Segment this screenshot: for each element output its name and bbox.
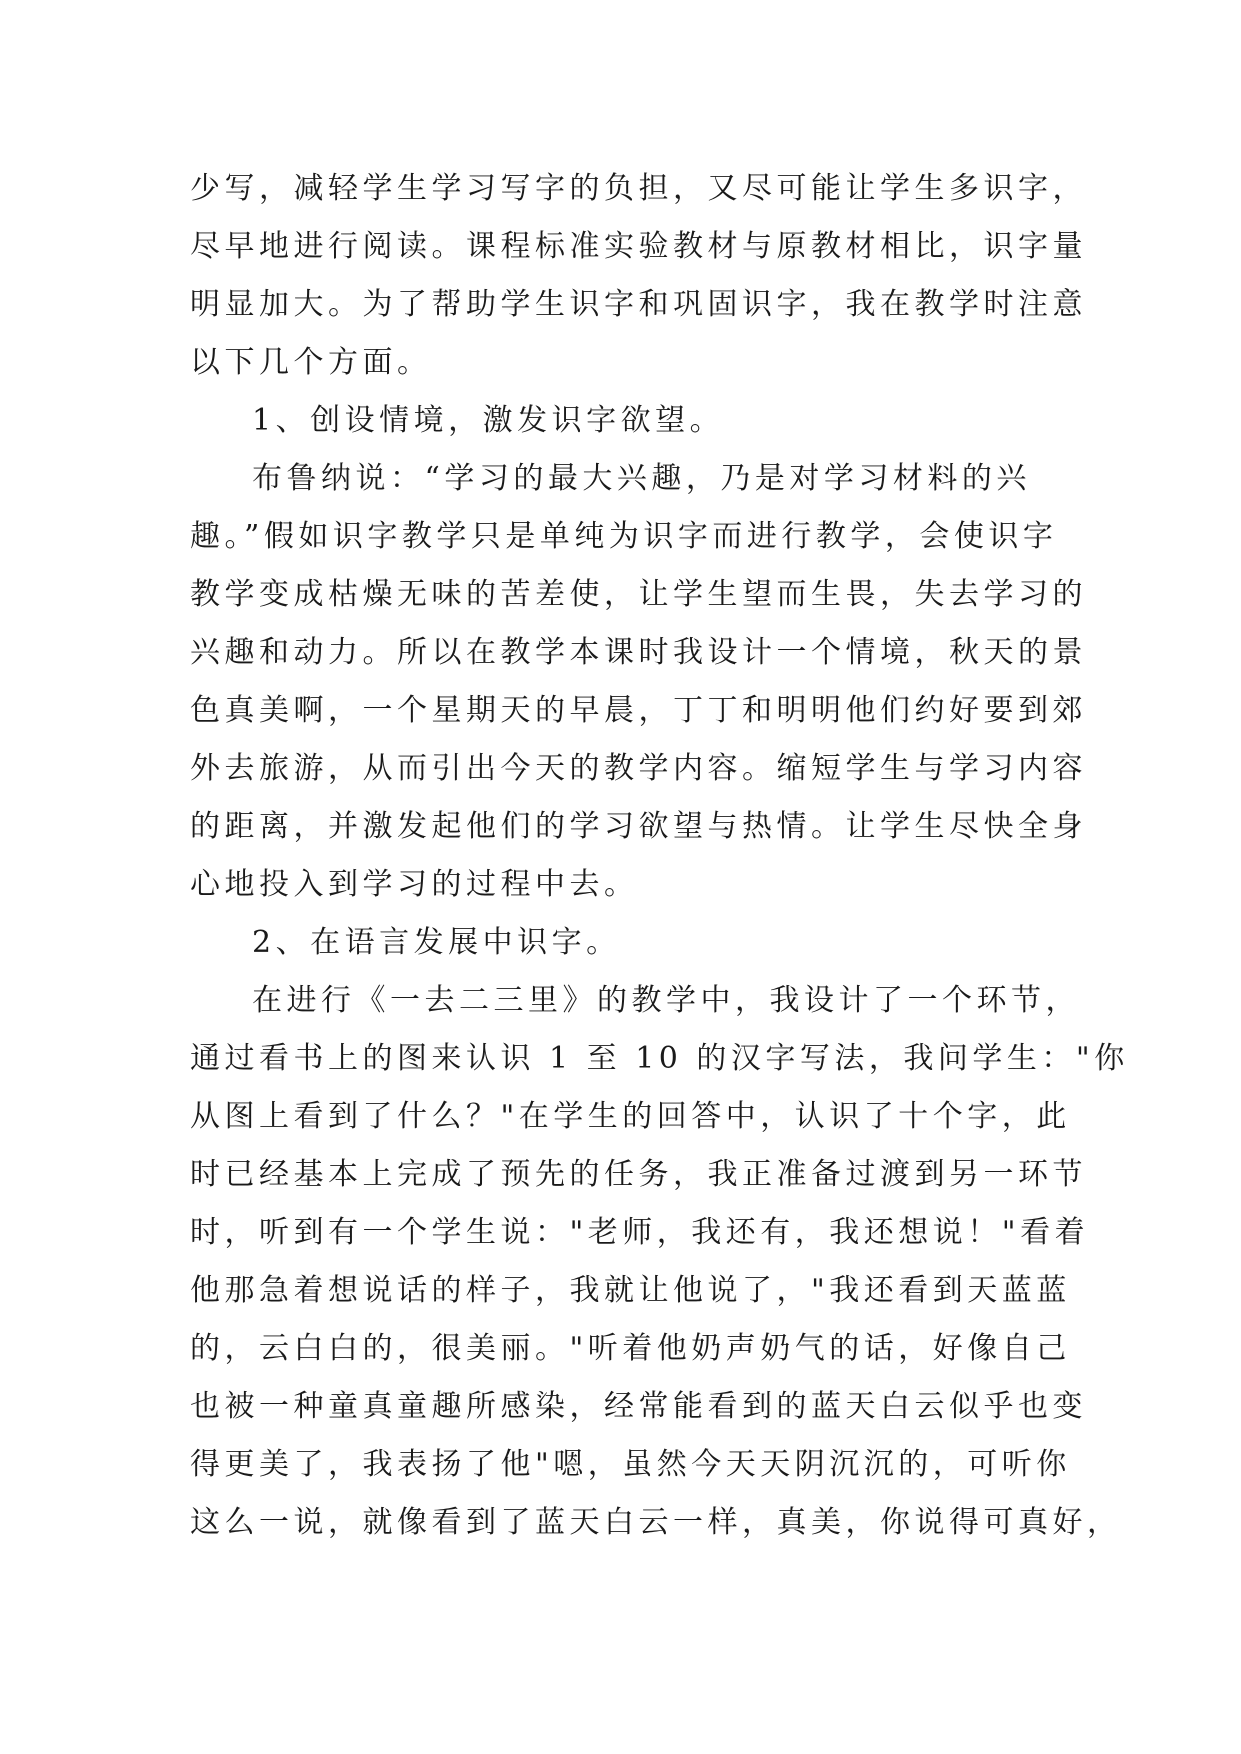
text-line: 他那急着想说话的样子，我就让他说了，"我还看到天蓝蓝 <box>190 1273 1071 1308</box>
text-line: 外去旅游，从而引出今天的教学内容。缩短学生与学习内容 <box>190 751 1087 786</box>
text-line: 趣。”假如识字教学只是单纯为识字而进行教学，会使识字 <box>190 519 1058 554</box>
paragraph-first-line: 在进行《一去二三里》的教学中，我设计了一个环节， <box>252 983 1080 1018</box>
text-line: 时已经基本上完成了预先的任务，我正准备过渡到另一环节 <box>190 1157 1087 1192</box>
text-line: 的距离，并激发起他们的学习欲望与热情。让学生尽快全身 <box>190 809 1087 844</box>
text-line: 的，云白白的，很美丽。"听着他奶声奶气的话，好像自己 <box>190 1331 1071 1366</box>
text-line: 尽早地进行阅读。课程标准实验教材与原教材相比，识字量 <box>190 229 1087 264</box>
text-line: 这么一说，就像看到了蓝天白云一样，真美，你说得可真好， <box>190 1505 1122 1540</box>
text-line: 从图上看到了什么？"在学生的回答中，认识了十个字，此 <box>190 1099 1071 1134</box>
text-line: 兴趣和动力。所以在教学本课时我设计一个情境，秋天的景 <box>190 635 1087 670</box>
text-line: 以下几个方面。 <box>190 345 432 380</box>
text-line: 心地投入到学习的过程中去。 <box>190 867 639 902</box>
text-line: 也被一种童真童趣所感染，经常能看到的蓝天白云似乎也变 <box>190 1389 1087 1424</box>
text-line: 色真美啊，一个星期天的早晨，丁丁和明明他们约好要到郊 <box>190 693 1087 728</box>
section-heading: 1、创设情境，激发识字欲望。 <box>252 403 725 438</box>
paragraph-first-line: 布鲁纳说：“学习的最大兴趣，乃是对学习材料的兴 <box>252 461 1031 496</box>
document-body <box>190 160 1129 1552</box>
section-heading: 2、在语言发展中识字。 <box>252 925 621 960</box>
text-line: 少写，减轻学生学习写字的负担，又尽可能让学生多识字， <box>190 171 1087 206</box>
text-line: 时，听到有一个学生说："老师，我还有，我还想说！"看着 <box>190 1215 1090 1250</box>
text-line: 得更美了，我表扬了他"嗯，虽然今天天阴沉沉的，可听你 <box>190 1447 1071 1482</box>
text-line: 明显加大。为了帮助学生识字和巩固识字，我在教学时注意 <box>190 287 1087 322</box>
text-line: 通过看书上的图来认识 1 至 10 的汉字写法，我问学生："你 <box>190 1041 1129 1076</box>
text-line: 教学变成枯燥无味的苦差使，让学生望而生畏，失去学习的 <box>190 577 1087 612</box>
